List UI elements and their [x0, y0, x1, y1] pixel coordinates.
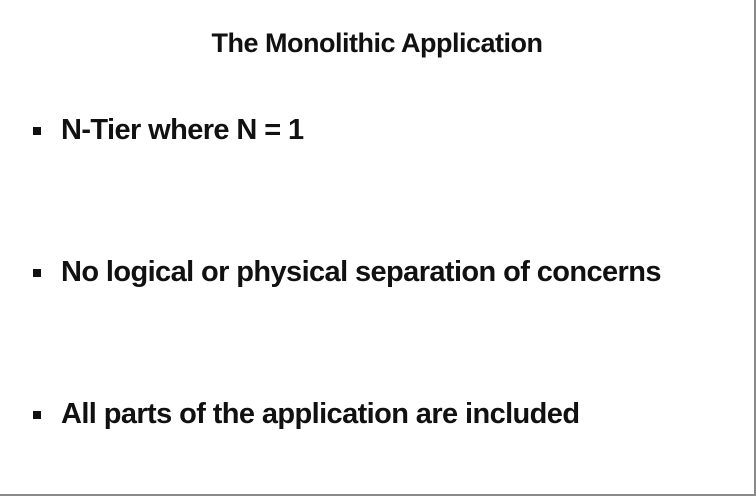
- square-bullet-icon: [33, 411, 41, 419]
- square-bullet-icon: [33, 127, 41, 135]
- bullet-text: All parts of the application are included: [61, 398, 580, 430]
- bullet-text: No logical or physical separation of concerns: [61, 256, 661, 288]
- slide-title: The Monolithic Application: [211, 28, 543, 58]
- square-bullet-icon: [33, 269, 41, 277]
- bullet-item: [33, 256, 661, 289]
- bullet-item: [33, 114, 304, 147]
- bullet-text: N-Tier where N = 1: [61, 114, 304, 146]
- bullet-item: [33, 398, 579, 431]
